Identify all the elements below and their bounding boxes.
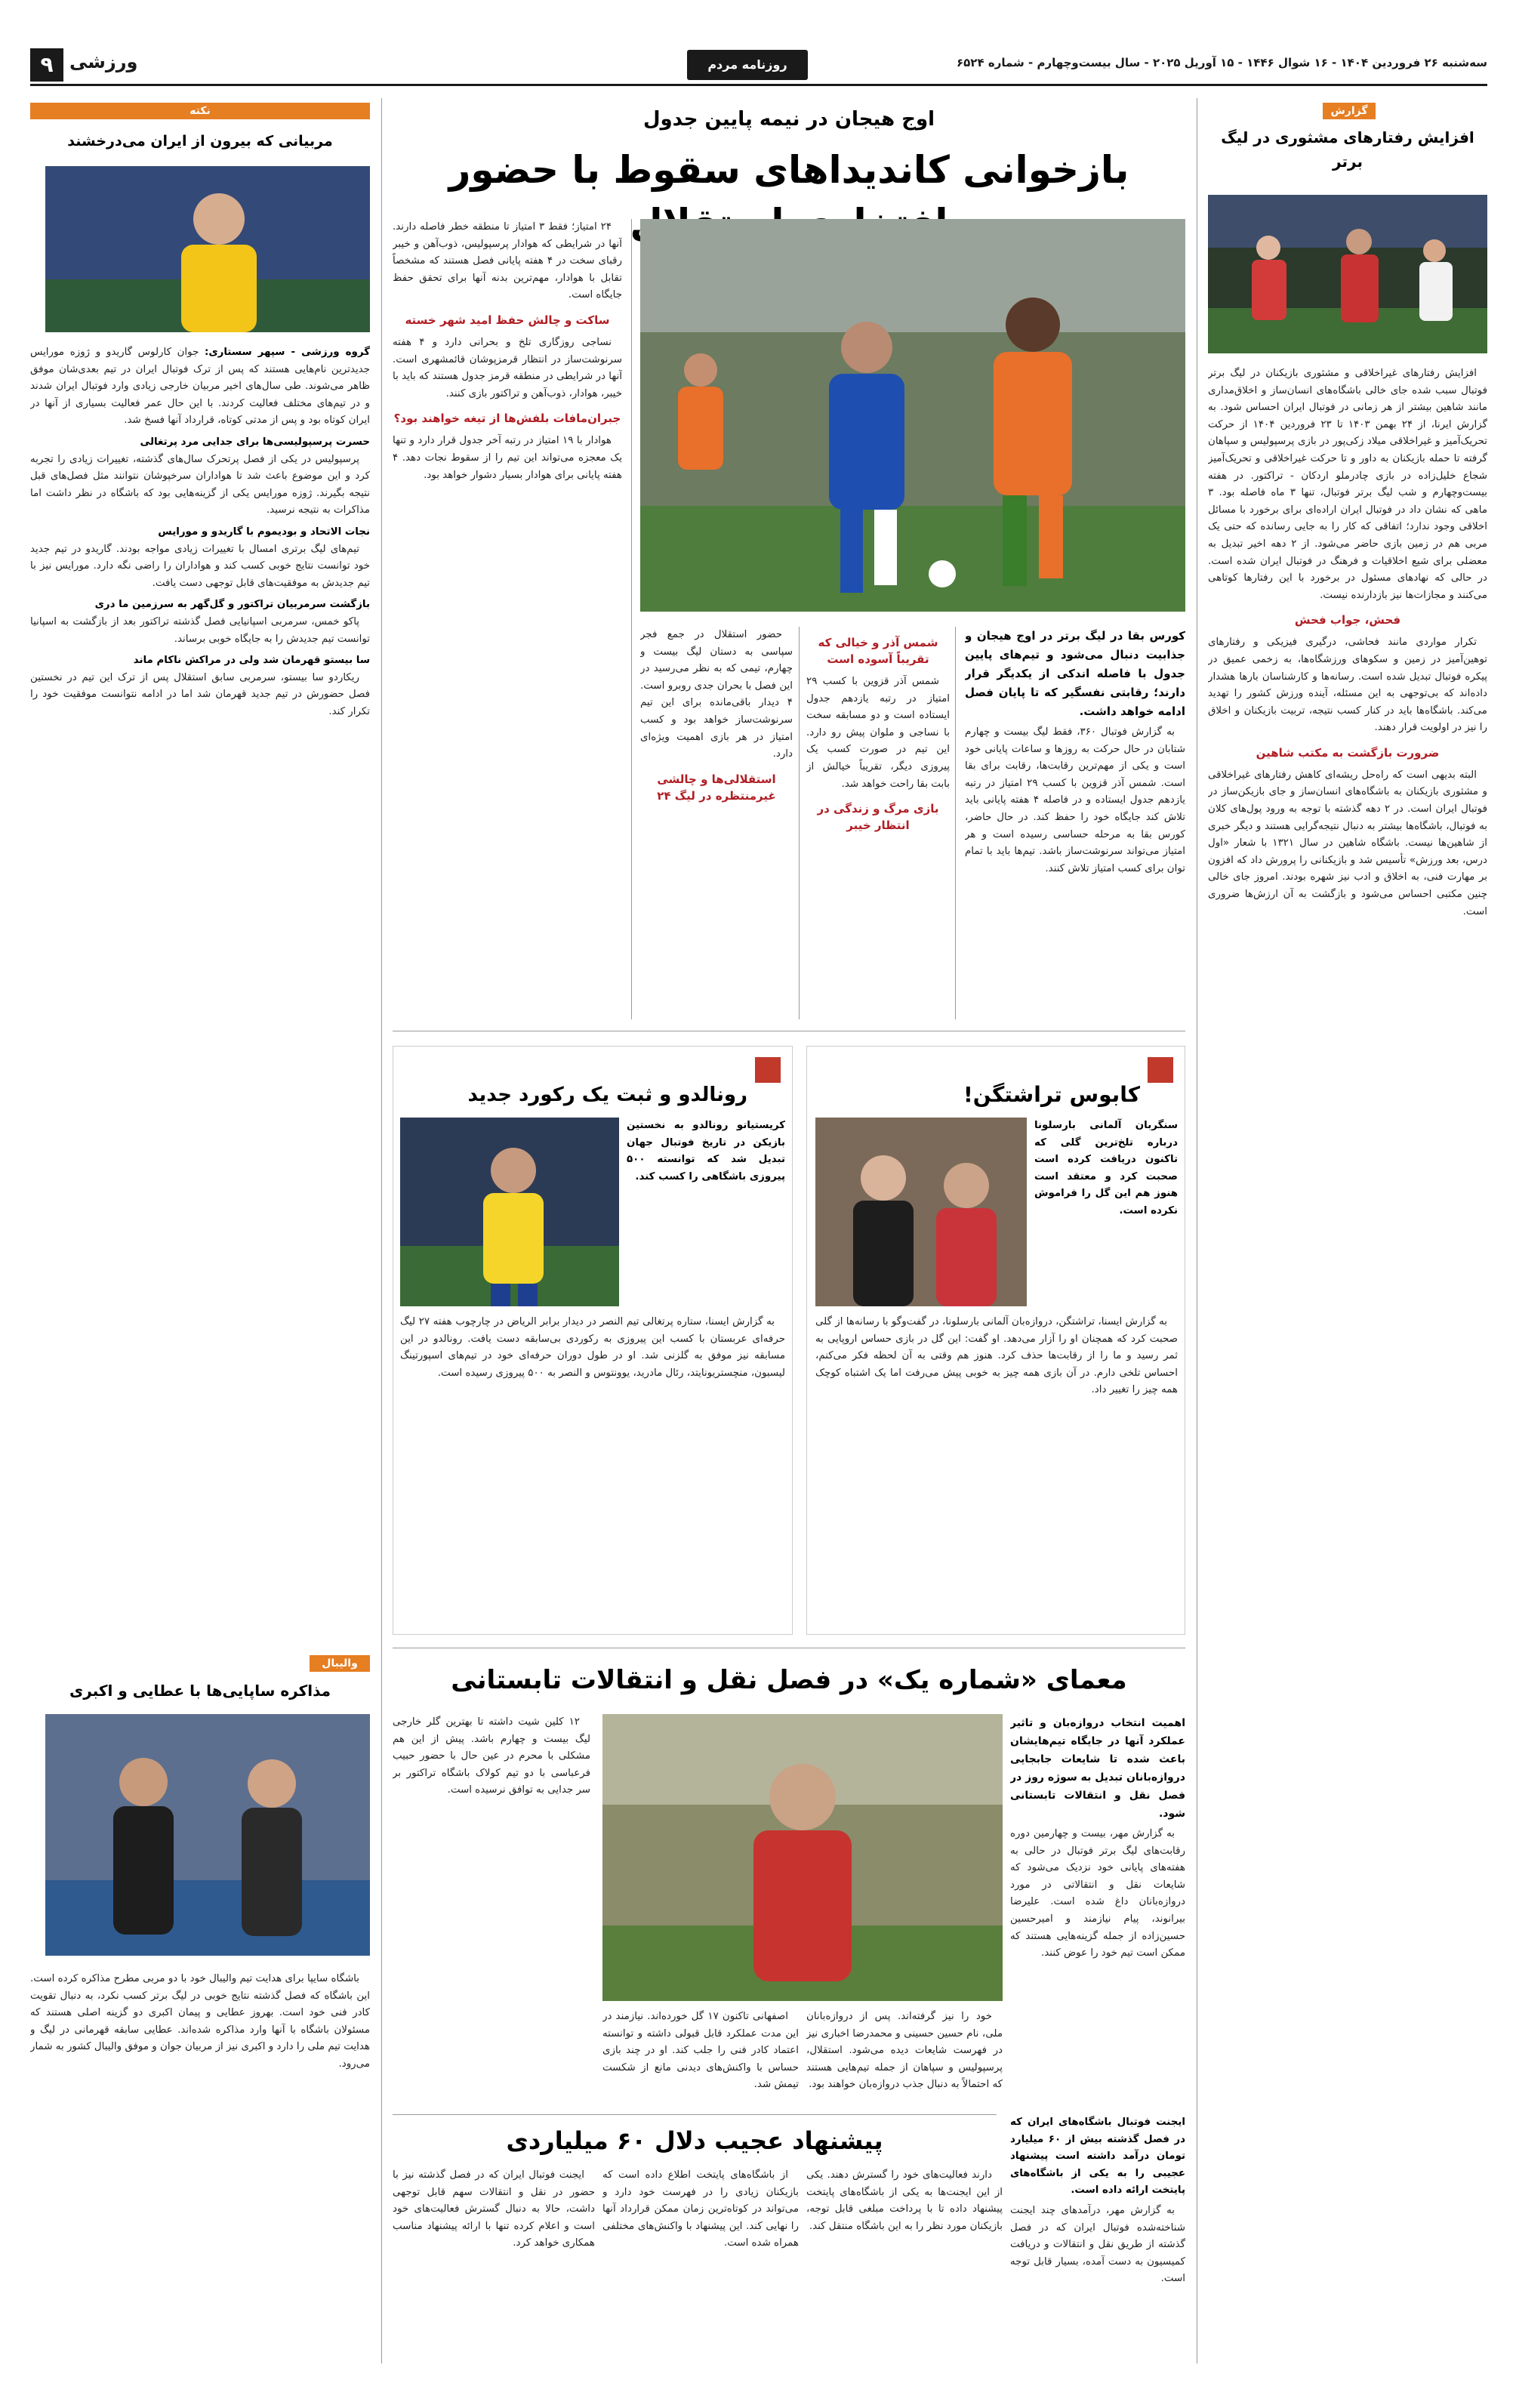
report-body — [1208, 365, 1487, 2359]
coaches-photo-image — [45, 166, 370, 332]
number-one-photo-image — [602, 1714, 1003, 2001]
coaches-body-p4: پاکو خمس، سرمربی اسپانیایی فصل گذشته تراکتور بعد از بازگشت به اسپانیا توانست تیم جدیدش را به جایگاه خوبی برساند. — [30, 615, 370, 645]
report-photo — [1208, 195, 1487, 353]
main-divider-2 — [799, 627, 800, 1019]
volleyball-photo — [45, 1714, 370, 1956]
number-one-body2: خود را نیز گرفته‌اند. پس از دروازه‌بانان ملی، نام حسین حسینی و محمدرضا اخباری نیز در فهرست شایعات دیده می‌شود. استقلال، پرسپولیس و سپاهان از جمله تیم‌هایی هستند که احتمالاً به دنبال جذب دروازه‌بان خواهند بود. — [806, 2011, 1003, 2091]
coaches-subhead-4: سا بیستو قهرمان شد ولی در مراکش ناکام ماند — [133, 655, 370, 667]
ronaldo-marker — [755, 1057, 781, 1083]
coaches-body-p3: تیم‌های لیگ برتری امسال با تغییرات زیادی مواجه بودند. گاریدو در تیم جدید خود توانست نتایج خوبی کسب کند و هواداران را راضی نگه دارد. مورایس نیز با تیم جدیدش به موفقیت‌های قابل توجهی دست یافت. — [30, 543, 370, 589]
volleyball-tag: والیبال — [310, 1655, 370, 1672]
number-one-lead: اهمیت انتخاب دروازه‌بان و تاثیر عملکرد آنها در جایگاه تیم‌هایشان باعث شده تا شایعات جابجایی دروازه‌بانان تبدیل به سوژه روز در فصل نقل و انتقالات تابستانی شود. — [1010, 1717, 1185, 1820]
ronaldo-body — [400, 1314, 785, 1623]
main-col-4 — [393, 219, 622, 1019]
main-col3: حضور استقلال در جمع فجر سپاسی به دستان لیگ بیست و چهارم، تیمی که به نظر می‌رسید در این فصل با بحران جدی روبرو است. ۴ دیدار باقی‌مانده برای این تیم سرنوشت‌ساز خواهد بود و کسب امتیاز در هر بازی اهمیت ویژه‌ای دارد. — [640, 629, 793, 760]
main-col4: ۲۴ امتیاز؛ فقط ۳ امتیاز تا منطقه خطر فاصله دارند. آنها در شرایطی که هوادار پرسپولیس، ذوب‌آهن و خیبر رقبای سخت در ۴ هفته پایانی فصل هستند که مشخصاً تقابل با هوادار، مهم‌ترین بدنه آنها برای تحقق حفظ جایگاه است. — [393, 221, 622, 301]
coaches-subhead-3: بازگشت سرمربیان تراکتور و گل‌گهر به سرزمین ما دری — [94, 599, 370, 611]
dalal-headline: پیشنهاد عجیب دلال ۶۰ میلیاردی — [506, 2126, 883, 2155]
section-name: ورزشی — [69, 51, 138, 72]
report-tag: گزارش — [1323, 103, 1376, 119]
page-number-box — [30, 48, 63, 82]
main-col1: به گزارش فوتبال ۳۶۰، فقط لیگ بیست و چهارم شتابان در حال حرکت به روزها و ساعات پایانی خود است و یکی از مهم‌ترین رقابت‌ها، رقابت برای بقا است. شمس آذر قزوین با کسب ۲۹ امتیاز در رتبه یازدهم جدول ایستاده و در فاصله ۴ هفته پایانی باید تلاش کند جایگاه خود را حفظ کند. در حال حاضر، کورس بقا به مرحله حساسی رسیده است و هر امتیاز می‌تواند سرنوشت‌ساز باشد. تیم‌ها باید با تمام توان برای کسب امتیاز تلاش کنند. — [965, 726, 1185, 874]
ronaldo-photo — [400, 1118, 619, 1306]
main-divider-1 — [955, 627, 956, 1019]
page-number: ۹ — [40, 52, 54, 77]
volleyball-body-text: باشگاه سایپا برای هدایت تیم والیبال خود با دو مربی مطرح مذاکره کرده است. این باشگاه که فصل گذشته نتایج خوبی در لیگ برتر کسب نکرد، به دنبال تقویت کادر فنی خود است. بهروز عطایی و پیمان اکبری دو گزینه اصلی هستند که مسئولان باشگاه با آنها وارد مذاکره شده‌اند. عطایی سابقه قهرمانی در لیگ و هدایت تیم ملی را دارد و اکبری نیز از مربیان جوان و موفق والیبال کشور به شمار می‌رود. — [30, 1973, 370, 2070]
volleyball-body — [30, 1971, 370, 2363]
ronaldo-headline: رونالدو و ثبت یک رکورد جدید — [467, 1084, 747, 1106]
coaches-lead: گروه ورزشی - سپهر سستاری: — [205, 347, 370, 358]
ronaldo-photo-image — [400, 1118, 619, 1306]
dalal-rule — [393, 2114, 997, 2115]
report-subhead-2: ضرورت بازگشت به مکتب شاهین — [1256, 745, 1440, 760]
logo-text: روزنامه مردم سالاری — [707, 57, 787, 102]
dalal-body3: از باشگاه‌های پایتخت اطلاع داده است که بازیکنان زیادی را در فهرست خود دارد و می‌تواند در کوتاه‌ترین زمان ممکن قرارداد آنها را نهایی کند. این پیشنهاد با واکنش‌های مختلفی همراه شده است. — [602, 2169, 799, 2249]
report-body-p3: البته بدیهی است که راه‌حل ریشه‌ای کاهش رفتارهای غیراخلاقی و مشثوری بازیکنان به باشگاه‌های انسان‌ساز و جای بازیکن‌ساز در فوتبال ایران است. در ۲ دهه گذشته با توجه به ورود پول‌های کلان به فوتبال، باشگاه‌ها بیشتر به دنبال نتیجه‌گرایی هستند و دیگر خبری از شاهین‌ها نیست. باشگاه شاهین در سال ۱۳۲۱ با شعار «اول درس، بعد ورزش» تأسیس شد و بازیکنانی را پرورش داد که افزون بر مهارت فنی، به اخلاق و ادب نیز شهره بودند. امروز جای خالی چنین مکتبی احساس می‌شود و بازگشت به آن ارزش‌ها ضروری است. — [1208, 769, 1487, 917]
newspaper-logo — [687, 50, 808, 102]
coaches-subhead-2: نجات الاتحاد و بودیموم با گاریدو و مورایس — [158, 526, 370, 538]
coaches-body-text: جوان کارلوس گاریدو و ژوزه مورایس جدیدترین نام‌هایی هستند که پس از ترک فوتبال ایران در تیم بعدی‌شان موفق ظاهر می‌شوند. طی سال‌های اخیر مربیان خارجی زیادی وارد فوتبال ایران شدند و در تیم‌های مختلف فعالیت کردند. با این حال عمر فعالیت بسیاری از آنها در ایران کوتاه بود و پس از مدتی کوتاه، قرارداد آنها فسخ شد. — [30, 347, 370, 427]
ronaldo-lead: کریستیانو رونالدو به نخستین بازیکن در تاریخ فوتبال جهان تبدیل شد که توانسته ۵۰۰ پیروزی باشگاهی را کسب کند. — [627, 1120, 785, 1182]
coaches-photo — [45, 166, 370, 332]
coaches-body-p2: پرسپولیس در یکی از فصل پرتحرک سال‌های گذشته، تغییرات زیادی را تجربه کرد و این موضوع باعث شد تا هواداران سرخپوشان نتوانند مثل فصل‌های قبل نتیجه بگیرند. ژوزه مورایس یکی از گزینه‌هایی بود که باشگاه در نظر داشت اما مذاکرات به نتیجه نرسید. — [30, 453, 370, 516]
main-subhead-2: بازی مرگ و زندگی در انتظار خیبر — [817, 802, 939, 833]
terstegen-lead: سنگربان آلمانی بارسلونا درباره تلخ‌ترین گلی که تاکنون دریافت کرده است صحبت کرد و معتقد است هنوز هم این گل را فراموش نکرده است. — [1034, 1120, 1178, 1216]
main-col-2 — [806, 627, 950, 1019]
report-body-p2: تکرار مواردی مانند فحاشی، درگیری فیزیکی و رفتارهای توهین‌آمیز در زمین و سکوهای ورزشگاه‌ها، به زخمی عمیق در پیکره فوتبال تبدیل شده است. رسانه‌ها و کارشناسان بارها هشدار داده‌اند که بی‌توجهی به این مسئله، آینده ورزش کشور را تهدید می‌کند. باشگاه‌ها باید در کنار کسب نتیجه، تربیت بازیکنان و اخلاق را نیز در اولویت قرار دهند. — [1208, 637, 1487, 734]
masthead-bar — [30, 44, 1487, 102]
column-divider-2 — [381, 98, 382, 2363]
main-photo-image — [640, 219, 1185, 612]
main-subhead-4: ساکت و چالش حفظ امید شهر خسته — [405, 313, 610, 327]
main-divider-3 — [631, 219, 632, 1019]
dalal-body1: به گزارش مهر، درآمدهای چند ایجنت شناخته‌شده فوتبال ایران که در فصل گذشته از طریق نقل و انتقالات و دریافت کمیسیون به دست آمده، بسیار قابل توجه است. — [1010, 2204, 1185, 2285]
dalal-col2 — [806, 2167, 1003, 2363]
report-body-p1: افزایش رفتارهای غیراخلاقی و مشثوری بازیکنان در لیگ برتر فوتبال سبب شده جای خالی باشگاه‌های انسان‌ساز و اخلاق‌مداری مانند شاهین بیشتر از هر زمانی در فوتبال ایران احساس شود. به گزارش ایرنا، از ۲۴ بهمن ۱۴۰۳ تا ۲۳ فروردین ۱۴۰۴ از حرکت تحریک‌آمیز و غیراخلاقی میلاد زکی‌پور در بازی پرسپولیس و سپاهان گرفته تا حمله بازیکنان به داور و تا حرکت غیراخلاقی و تحریک‌آمیز شجاع خلیل‌زاده در بازی چادرملو اردکان - تراکتور. در هفته بیست‌وچهارم و شب لیگ برتر فوتبال، تنها ۳ ماه فاصله بود. ۳ ماهی که نشان داد در فوتبال ایران اراده‌ای برای برخورد با مسائل اخلاقی وجود ندارد؛ اتفاقی که کار را به جایی رسانده که حتی یک مربی هم در زمین بازی حاضر می‌شود. از ۲ دهه اخیر تبدیل به معضلی برای شیع اخلاقیات و فرهنگ در فوتبال ایران شده است. در حالی که نهادهای مسئول در برخورد با این رفتارها کوتاهی می‌کنند و مجازات‌ها نیز بازدارنده نیست. — [1208, 368, 1487, 601]
main-col5: نساجی روزگاری تلخ و بحرانی دارد و ۴ هفته سرنوشت‌ساز در انتظار قرمزپوشان قائمشهری است. آنها در شرایطی در منطقه قرمز جدول هستند که باید با خیبر، هوادار، ذوب‌آهن و تراکتور بازی کنند. — [393, 336, 622, 399]
dalal-col4 — [393, 2167, 595, 2363]
ronaldo-lead-col — [627, 1118, 785, 1299]
coaches-body-p1 — [30, 344, 370, 430]
coaches-title: مربیانی که بیرون از ایران می‌درخشند — [67, 133, 333, 150]
terstegen-marker — [1148, 1057, 1173, 1083]
terstegen-photo-image — [815, 1118, 1027, 1306]
terstegen-lead-col — [1034, 1118, 1178, 1299]
coaches-tag: نکته — [30, 103, 370, 119]
dalal-lead-col — [1010, 2114, 1185, 2363]
main-kicker: اوج هیجان در نیمه پایین جدول — [642, 108, 935, 131]
dalal-col3 — [602, 2167, 799, 2363]
ronaldo-body-text: به گزارش ایسنا، ستاره پرتغالی تیم النصر در دیدار برابر الریاض در چارچوب هفته ۲۷ لیگ حرفه‌ای عربستان با کسب این پیروزی به رکوردی بی‌سابقه دست یافت. رونالدو در این مسابقه نیز موفق به گلزنی شد. او در طول دوران حرفه‌ای خود در تیم‌های اسپورتینگ لیسبون، منچستریونایتد، رئال مادرید، یوونتوس و النصر به ۵۰۰ پیروزی رسیده است. — [400, 1316, 785, 1379]
main-headline: بازخوانی کاندیداهای سقوط با حضور — [448, 148, 1129, 192]
dalal-body2: دارند فعالیت‌های خود را گسترش دهند. یکی از این ایجنت‌ها به یکی از باشگاه‌های پایتخت پیشنهاد داده تا با پرداخت مبلغی قابل توجه، بازیکنان مورد نظر را به این باشگاه منتقل کند. — [806, 2169, 1003, 2232]
main-subhead-1: شمس آذر و خیالی که تقریباً آسوده است — [818, 636, 938, 666]
coaches-subhead-1: حسرت پرسپولیسی‌ها برای جدایی مرد پرتغالی — [140, 436, 370, 448]
main-col-3 — [640, 627, 793, 1019]
terstegen-photo — [815, 1118, 1027, 1306]
main-lead-col — [965, 627, 1185, 1019]
number-one-lead-col — [1010, 1714, 1185, 2031]
main-col2: شمس آذر قزوین با کسب ۲۹ امتیاز در رتبه یازدهم جدول ایستاده است و دو مسابقه سخت با نساجی و ملوان پیش رو دارد. این تیم در صورت کسب یک پیروزی دیگر، تقریباً خیالش از بابت بقا راحت خواهد شد. — [806, 676, 950, 790]
number-one-body3: اصفهانی تاکنون ۱۷ گل خورده‌اند. نیازمند در این مدت عملکرد قابل قبولی داشته و توانسته اعتماد کادر فنی را جلب کند. او در چند بازی حساس با واکنش‌های دیدنی مانع از شکست تیمش شد. — [602, 2011, 799, 2091]
main-subhead-5: جبران‌مافات بلفش‌ها از تیغه خواهند بود؟ — [393, 412, 621, 426]
number-one-photo — [602, 1714, 1003, 2001]
dalal-lead: ایجنت فوتبال باشگاه‌های ایران که در فصل گذشته بیش از ۶۰ میلیارد تومان درآمد داشته است پیشنهاد عجیبی را به یکی از باشگاه‌های پایتخت ارائه داده است. — [1010, 2117, 1185, 2197]
number-one-body4: ۱۲ کلین شیت داشته تا بهترین گلر خارجی لیگ بیست و چهارم باشد. پیش از این هم مشکلی با محرم در عین حال با حضور حبیب فرعباسی با دو تیم کولاک باشگاه تراکتور بر سر جدایی به توافق نرسیده است. — [393, 1716, 590, 1796]
number-one-headline: معمای «شماره یک» در فصل نقل و انتقالات تابستانی — [451, 1665, 1127, 1695]
main-photo — [640, 219, 1185, 612]
terstegen-body — [815, 1314, 1178, 1623]
main-col6: هوادار با ۱۹ امتیاز در رتبه آخر جدول قرار دارد و تنها یک معجزه می‌تواند این تیم را از سقوط نجات دهد. ۴ هفته پایانی برای هوادار بسیار دشوار خواهد بود. — [393, 435, 622, 481]
dalal-body4: ایجنت فوتبال ایران که در فصل گذشته نیز با حضور در نقل و انتقالات سهم قابل توجهی داشت، حالا به دنبال گسترش فعالیت‌های خود است و اعلام کرده تنها با ارائه پیشنهاد مناسب همکاری خواهد کرد. — [393, 2169, 595, 2249]
report-title: افزایش رفتارهای مشثوری در لیگ برتر — [1221, 128, 1474, 171]
report-subhead-1: فحش، جواب فحش — [1294, 613, 1401, 627]
coaches-body-p5: ریکاردو سا بیستو، سرمربی سابق استقلال پس از ترک این تیم در نخستین فصل حضورش در تیم جدید قهرمان شد اما در ادامه نتوانست موفقیت خود را تکرار کند. — [30, 671, 370, 717]
report-photo-image — [1208, 195, 1487, 353]
coaches-body — [30, 344, 370, 1643]
terstegen-body-text: به گزارش ایسنا، تراشتگن، دروازه‌بان آلمانی بارسلونا، در گفت‌وگو با رسانه‌ها از گلی صحبت کرد که همچنان او را آزار می‌دهد. او گفت: این گل در بازی حساس اروپایی به ثمر رسید و ما را از رقابت‌ها حذف کرد. هنوز هم وقتی به آن لحظه فکر می‌کنم، احساس تلخی دارم. در آن بازی همه چیز به خوبی پیش می‌رفت اما یک اشتباه کوچک همه چیز را تغییر داد. — [815, 1316, 1178, 1396]
terstegen-headline: کابوس تراشتگن! — [963, 1082, 1140, 1107]
volleyball-title: مذاکره ساپایی‌ها با عطایی و اکبری — [69, 1682, 331, 1700]
number-one-body1: به گزارش مهر، بیست و چهارمین دوره رقابت‌های لیگ برتر فوتبال در حالی به هفته‌های پایانی خود نزدیک می‌شود که شایعات نقل و انتقالاتی در مورد دروازه‌بانان داغ شده است. علیرضا بیرانوند، پیام نیازمند و امیرحسین حسین‌زاده از جمله گزینه‌هایی هستند که ممکن است تیم خود را عوض کنند. — [1010, 1828, 1185, 1959]
main-lead: کورس بقا در لیگ برتر در اوج هیجان و جذابیت دنبال می‌شود و تیم‌های پایین جدول با فاصله اندکی از یکدیگر قرار دارند؛ رقابتی نفسگیر که تا پایان فصل ادامه خواهد داشت. — [965, 629, 1185, 718]
number-one-col4 — [393, 1714, 590, 2107]
date-line: سه‌شنبه ۲۶ فروردین ۱۴۰۴ - ۱۶ شوال ۱۴۴۶ - ۱۵ آوریل ۲۰۲۵ - سال بیست‌وچهارم - شماره ۶۵۲۴ — [957, 56, 1487, 69]
volleyball-photo-image — [45, 1714, 370, 1956]
main-subhead-3: استقلالی‌ها و چالشی غیرمنتظره در لیگ ۲۴ — [657, 772, 776, 803]
